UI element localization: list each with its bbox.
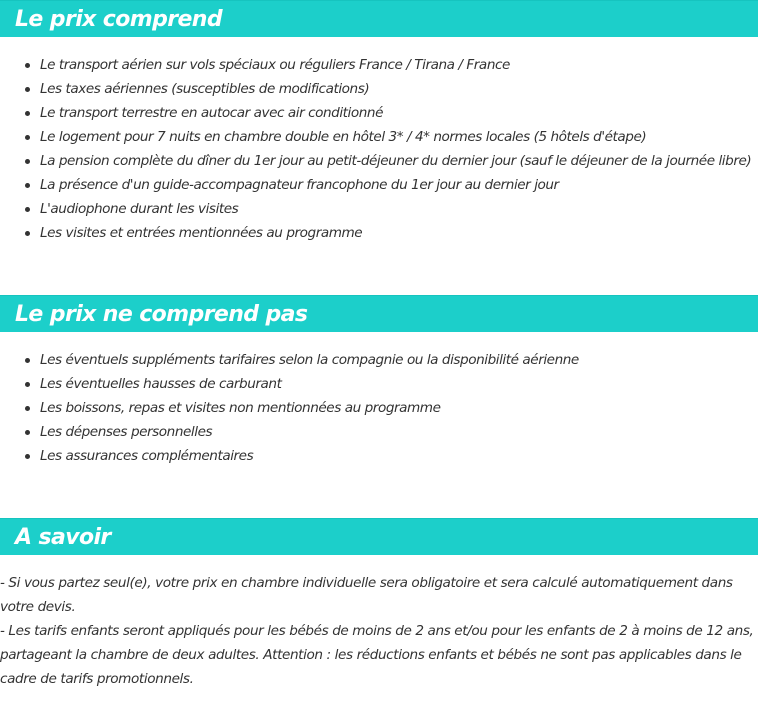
info-paragraph-children-rates: - Les tarifs enfants seront appliqués pour les bébés de moins de 2 ans et/ou pour les enfants de 2 à moins de 12 ans, partageant la chambre de deux adultes. Attention : les réductions enfants et bébés ne sont pas applicables dans le cadre de tarifs promotionnels. — [0, 623, 754, 687]
list-item-text: Le transport aérien sur vols spéciaux ou réguliers France / Tirana / France — [40, 57, 510, 73]
info-paragraph-single-room: - Si vous partez seul(e), votre prix en chambre individuelle sera obligatoire et sera calculé automatiquement dans votre devis. — [0, 575, 733, 615]
list-item-text: Les éventuelles hausses de carburant — [40, 376, 282, 392]
list-item — [0, 101, 758, 125]
list-item — [0, 396, 758, 420]
list-item — [0, 420, 758, 444]
section-header-included — [0, 0, 758, 37]
bullet-icon — [25, 63, 30, 68]
bullet-icon — [25, 207, 30, 212]
list-item-text: La présence d'un guide-accompagnateur francophone du 1er jour au dernier jour — [40, 177, 559, 193]
section-title-excluded: Le prix ne comprend pas — [15, 302, 308, 327]
list-item-text: Les éventuels suppléments tarifaires selon la compagnie ou la disponibilité aérienne — [40, 352, 579, 368]
section-header-info — [0, 518, 758, 555]
bullet-icon — [25, 159, 30, 164]
list-item — [0, 372, 758, 396]
list-item-text: L'audiophone durant les visites — [40, 201, 239, 217]
bullet-icon — [25, 358, 30, 363]
bullet-icon — [25, 87, 30, 92]
list-item — [0, 149, 758, 173]
list-item-text: Le transport terrestre en autocar avec air conditionné — [40, 105, 383, 121]
section-title-included: Le prix comprend — [15, 7, 222, 32]
list-item-text: Les assurances complémentaires — [40, 448, 254, 464]
list-item — [0, 125, 758, 149]
bullet-icon — [25, 454, 30, 459]
list-item — [0, 77, 758, 101]
list-item — [0, 53, 758, 77]
info-text-block — [0, 571, 758, 691]
section-title-info: A savoir — [15, 525, 111, 550]
bullet-icon — [25, 231, 30, 236]
bullet-icon — [25, 382, 30, 387]
list-item — [0, 221, 758, 245]
bullet-icon — [25, 111, 30, 116]
section-header-excluded — [0, 295, 758, 332]
list-item — [0, 197, 758, 221]
bullet-icon — [25, 406, 30, 411]
list-item — [0, 173, 758, 197]
bullet-icon — [25, 135, 30, 140]
list-item-text: Le logement pour 7 nuits en chambre double en hôtel 3* / 4* normes locales (5 hôtels d'étape) — [40, 129, 647, 145]
list-item — [0, 444, 758, 468]
list-item — [0, 348, 758, 372]
list-item-text: Les boissons, repas et visites non mentionnées au programme — [40, 400, 441, 416]
included-list — [0, 53, 758, 245]
list-item-text: Les taxes aériennes (susceptibles de modifications) — [40, 81, 370, 97]
list-item-text: Les dépenses personnelles — [40, 424, 213, 440]
excluded-list — [0, 348, 758, 468]
bullet-icon — [25, 183, 30, 188]
bullet-icon — [25, 430, 30, 435]
list-item-text: Les visites et entrées mentionnées au programme — [40, 225, 363, 241]
list-item-text: La pension complète du dîner du 1er jour au petit-déjeuner du dernier jour (sauf le déjeuner de la journée libre) — [40, 153, 752, 169]
